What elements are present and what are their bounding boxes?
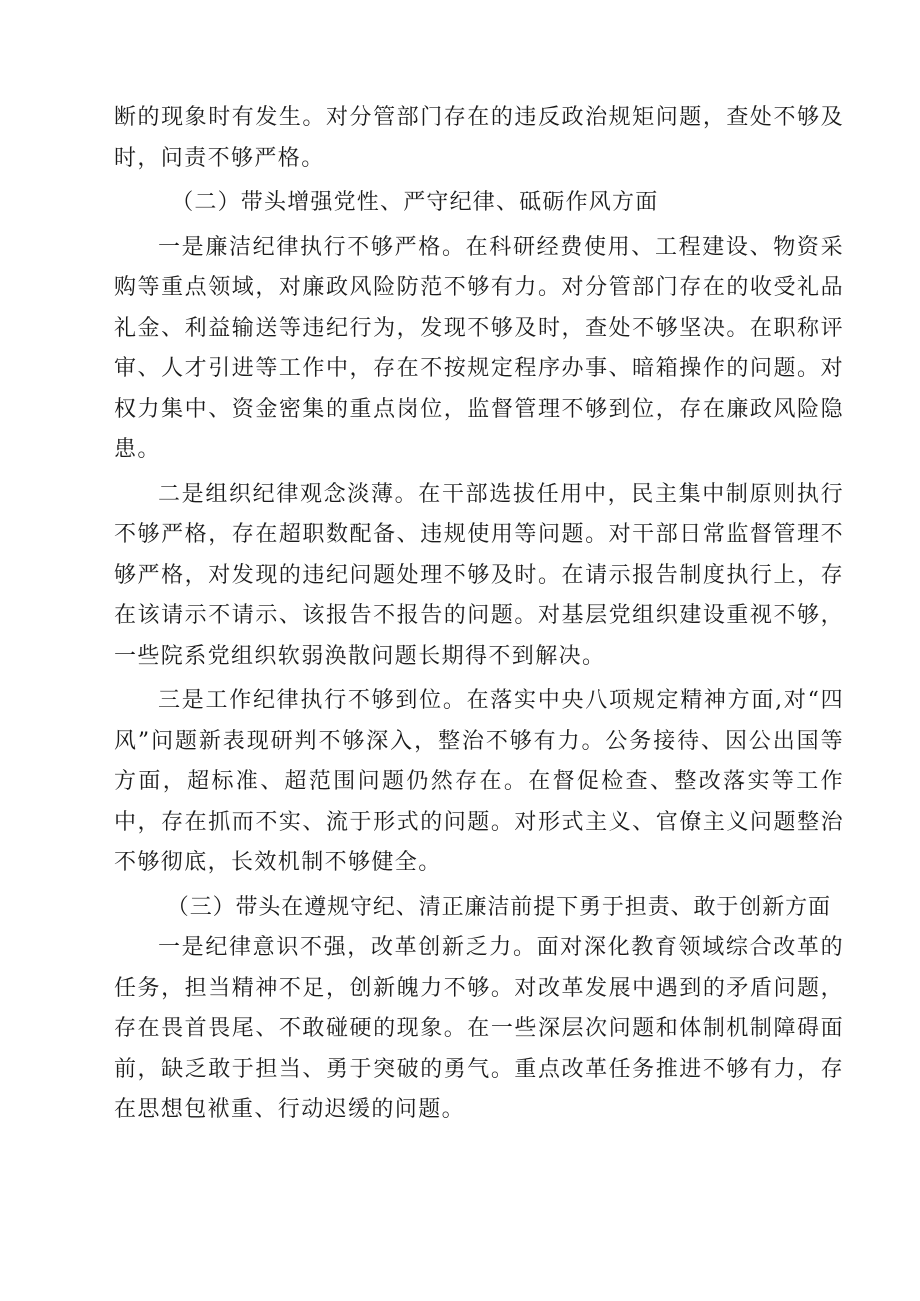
paragraph-reform-innovation: 一是纪律意识不强，改革创新乏力。面对深化教育领域综合改革的任务，担当精神不足，创新魄力不够。对改革发展中遇到的矛盾问题，存在畏首畏尾、不敢碰硬的现象。在一些深层次问题和体制机制障碍面前，缺乏敢于担当、勇于突破的勇气。重点改革任务推进不够有力，存在思想包袱重、行动迟缓的问题。 [114, 935, 844, 1122]
section-heading-three: （三）带头在遵规守纪、清正廉洁前提下勇于担责、敢于创新方面 [166, 894, 831, 920]
paragraph-integrity-discipline: 一是廉洁纪律执行不够严格。在科研经费使用、工程建设、物资采购等重点领域，对廉政风险防范不够有力。对分管部门存在的收受礼品礼金、利益输送等违纪行为，发现不够及时，查处不够坚决。在职称评审、人才引进等工作中，存在不按规定程序办事、暗箱操作的问题。对权力集中、资金密集的重点岗位，监督管理不够到位，存在廉政风险隐患。 [114, 234, 844, 462]
section-heading-two: （二）带头增强党性、严守纪律、砥砺作风方面 [171, 190, 659, 215]
paragraph-continuation: 断的现象时有发生。对分管部门存在的违反政治规矩问题，查处不够及时，问责不够严格。 [114, 105, 844, 171]
paragraph-organizational-discipline: 二是组织纪律观念淡薄。在干部选拔任用中，民主集中制原则执行不够严格，存在超职数配备、违规使用等问题。对干部日常监督管理不够严格，对发现的违纪问题处理不够及时。在请示报告制度执行上，存在该请示不请示、该报告不报告的问题。对基层党组织建设重视不够，一些院系党组织软弱涣散问题长期得不到解决。 [114, 481, 844, 669]
paragraph-work-discipline: 三是工作纪律执行不够到位。在落实中央八项规定精神方面,对“四风”问题新表现研判不够深入，整治不够有力。公务接待、因公出国等方面，超标准、超范围问题仍然存在。在督促检查、整改落实等工作中，存在抓而不实、流于形式的问题。对形式主义、官僚主义问题整治不够彻底，长效机制不够健全。 [114, 688, 844, 875]
document-body [114, 98, 844, 1131]
